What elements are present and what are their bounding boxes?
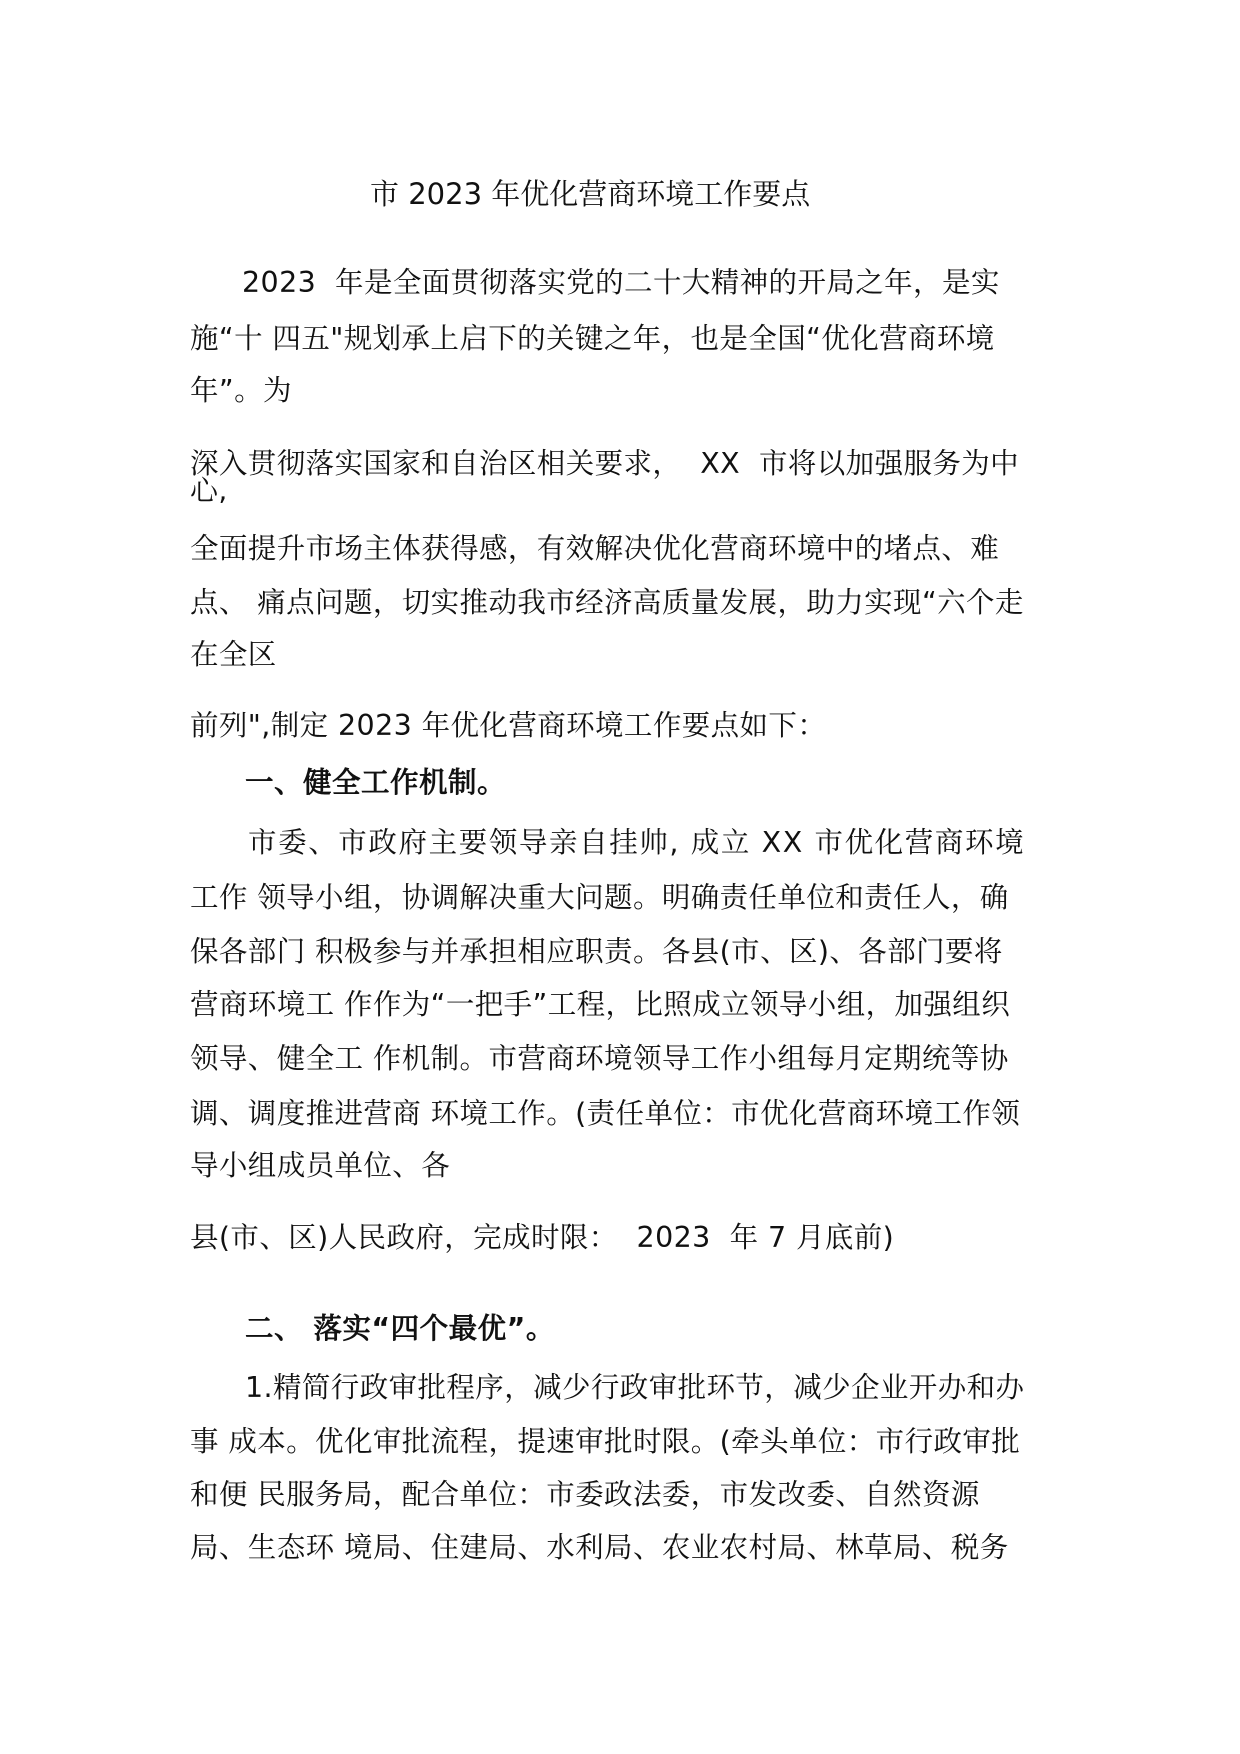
intro-line: 年”。为 bbox=[190, 374, 292, 407]
body-line: 事 成本。优化审批流程，提速审批时限。(牵头单位：市行政审批 bbox=[190, 1425, 1021, 1458]
body-line: 和便 民服务局，配合单位：市委政法委，市发改委、自然资源 bbox=[190, 1478, 980, 1511]
body-line: 工作 领导小组，协调解决重大问题。明确责任单位和责任人，确 bbox=[190, 881, 1009, 914]
body-line: 保各部门 积极参与并承担相应职责。各县(市、区)、各部门要将 bbox=[190, 935, 1003, 968]
body-line: 营商环境工 作作为“一把手”工程，比照成立领导小组，加强组织 bbox=[190, 988, 1011, 1021]
body-line: 领导、健全工 作机制。市营商环境领导工作小组每月定期统等协 bbox=[190, 1042, 1009, 1075]
intro-line: 前列",制定 2023 年优化营商环境工作要点如下： bbox=[190, 709, 827, 742]
section-heading: 二、 落实“四个最优”。 bbox=[245, 1312, 555, 1345]
intro-line: 2023 年是全面贯彻落实党的二十大精神的开局之年，是实 bbox=[242, 266, 1000, 299]
body-line: 导小组成员单位、各 bbox=[190, 1149, 451, 1182]
intro-line: 深入贯彻落实国家和自治区相关要求， XX 市将以加强服务为中 bbox=[190, 447, 1020, 480]
intro-line: 心, bbox=[190, 474, 228, 507]
body-line: 市委、市政府主要领导亲自挂帅, 成立 XX 市优化营商环境 bbox=[248, 826, 1026, 859]
intro-line: 全面提升市场主体获得感，有效解决优化营商环境中的堵点、难 bbox=[190, 532, 1000, 565]
body-line: 局、生态环 境局、住建局、水利局、农业农村局、林草局、税务 bbox=[190, 1531, 1009, 1564]
document-title: 市 2023 年优化营商环境工作要点 bbox=[370, 177, 811, 211]
section-heading: 一、健全工作机制。 bbox=[245, 766, 507, 799]
body-line: 调、调度推进营商 环境工作。(责任单位：市优化营商环境工作领 bbox=[190, 1097, 1021, 1130]
body-line: 县(市、区)人民政府，完成时限： 2023 年 7 月底前) bbox=[190, 1221, 895, 1254]
intro-line: 施“十 四五"规划承上启下的关键之年，也是全国“优化营商环境 bbox=[190, 322, 995, 355]
intro-line: 在全区 bbox=[190, 638, 277, 671]
intro-line: 点、 痛点问题，切实推动我市经济高质量发展，助力实现“六个走 bbox=[190, 586, 1024, 619]
body-line: 1.精简行政审批程序，减少行政审批环节，减少企业开办和办 bbox=[245, 1371, 1025, 1404]
